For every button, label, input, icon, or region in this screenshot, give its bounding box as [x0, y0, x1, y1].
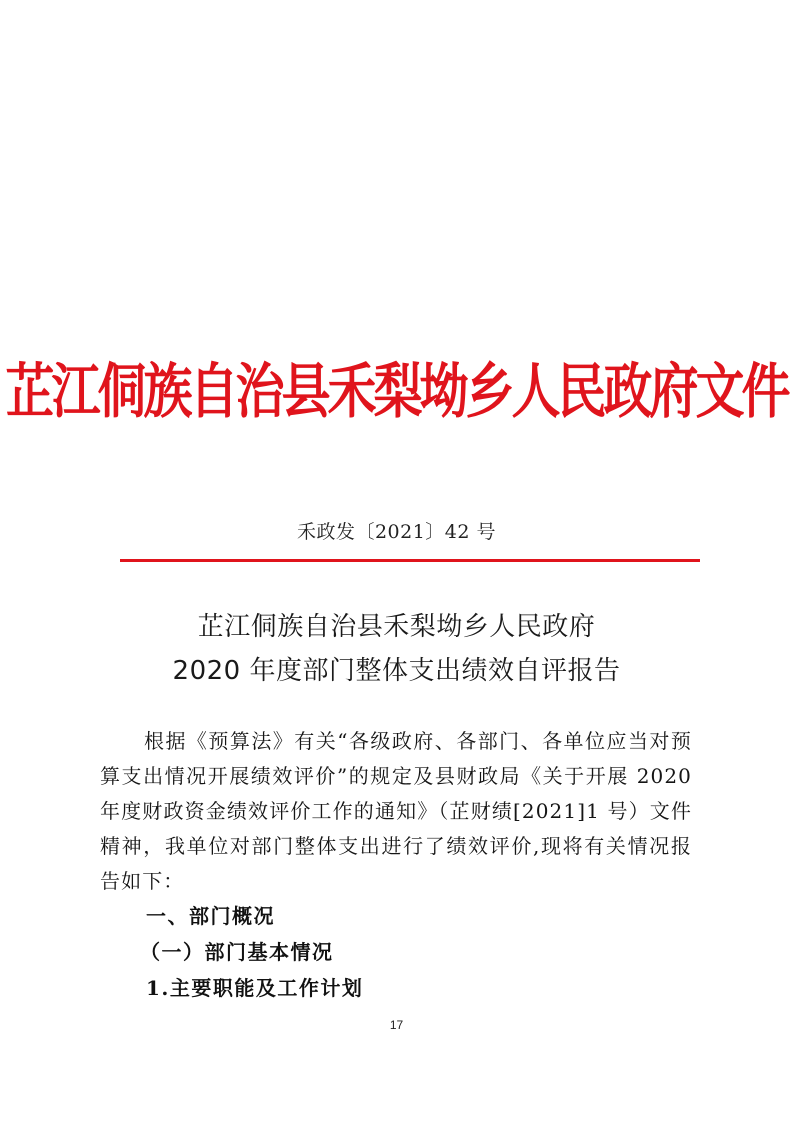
document-masthead: 芷江侗族自治县禾梨坳乡人民政府文件 — [5, 357, 788, 427]
body-paragraph: 根据《预算法》有关“各级政府、各部门、各单位应当对预算支出情况开展绩效评价”的规定及县财政局《关于开展 2020 年度财政资金绩效评价工作的通知》（芷财绩[2021]1 号）文件精神，我单位对部门整体支出进行了绩效评价,现将有关情况报告如下： — [100, 729, 692, 893]
red-divider-line — [120, 559, 700, 562]
document-number: 禾政发〔2021〕42 号 — [296, 521, 497, 543]
sub-subsection-heading: 1.主要职能及工作计划 — [146, 976, 364, 1000]
report-title-line-2: 2020 年度部门整体支出绩效自评报告 — [172, 656, 621, 686]
report-title-line-1: 芷江侗族自治县禾梨坳乡人民政府 — [197, 612, 596, 642]
subsection-heading: （一）部门基本情况 — [140, 940, 334, 964]
page-number: 17 — [389, 1018, 404, 1032]
section-heading-1: 一、部门概况 — [146, 904, 275, 928]
